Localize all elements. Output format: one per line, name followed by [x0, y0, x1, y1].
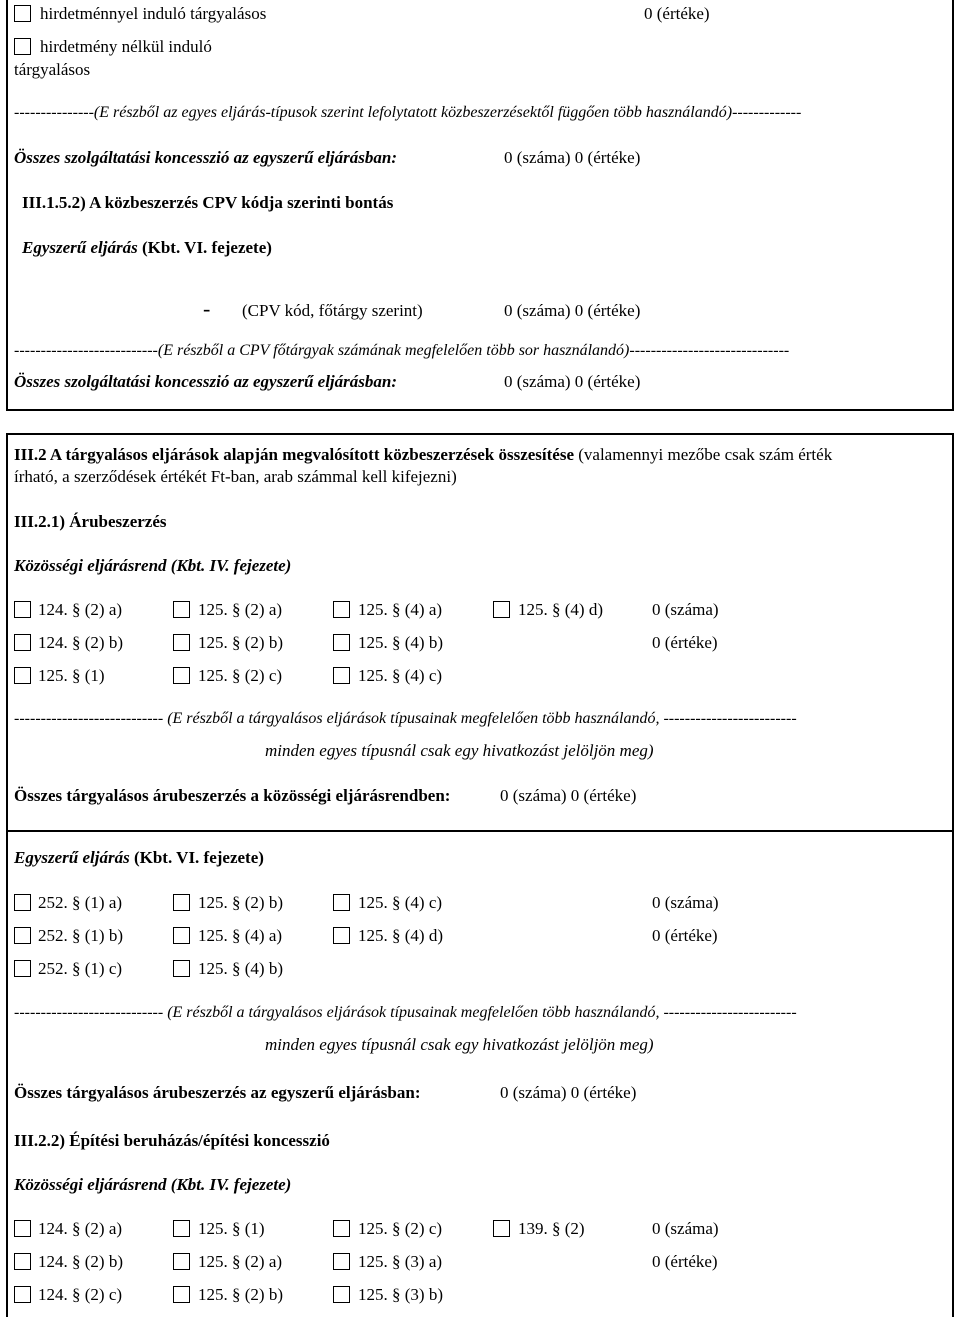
subsection-heading: III.2.2) Építési beruházás/építési koncesszió — [14, 1131, 330, 1150]
option-label: 124. § (2) c) — [38, 1285, 123, 1304]
total-value: 0 (száma) 0 (értéke) — [504, 148, 641, 167]
section-title-bold: III.2 A tárgyalásos eljárások alapján megvalósított közbeszerzések összesítése — [14, 445, 574, 464]
checkbox[interactable] — [14, 634, 31, 651]
option-label: 125. § (3) a) — [358, 1252, 443, 1271]
amount-value: 0 (értéke) — [652, 926, 718, 945]
checkbox[interactable] — [173, 960, 190, 977]
checkbox[interactable] — [333, 894, 350, 911]
checkbox[interactable] — [333, 634, 350, 651]
option-label: 252. § (1) c) — [38, 959, 123, 978]
checkbox[interactable] — [333, 1220, 350, 1237]
procedure-title-rest: (Kbt. VI. fejezete) — [137, 238, 272, 257]
frame-left-top — [6, 0, 8, 410]
option-label: 124. § (2) b) — [38, 633, 123, 652]
option-label: hirdetménnyel induló tárgyalásos — [40, 4, 267, 23]
separator-line: ---------------------------(E részből a CPV főtárgyak számának megfelelően több sor használandó)------------------------------ — [14, 342, 790, 359]
frame-left-section — [6, 433, 8, 1317]
frame-right-top — [952, 0, 954, 410]
separator-line: ---------------------------- (E részből a tárgyalásos eljárások típusainak megfelelően több használandó, ------------------------- — [14, 710, 797, 727]
checkbox-hirdetmennyel[interactable] — [14, 5, 31, 22]
checkbox[interactable] — [333, 1286, 350, 1303]
checkbox[interactable] — [14, 667, 31, 684]
option-label: 125. § (4) a) — [198, 926, 283, 945]
total-label: Összes szolgáltatási koncesszió az egyszerű eljárásban: — [14, 148, 398, 167]
separator-line: ---------------------------- (E részből a tárgyalásos eljárások típusainak megfelelően több használandó, ------------------------- — [14, 1004, 797, 1021]
option-label: 125. § (4) b) — [358, 633, 443, 652]
total-label: Összes tárgyalásos árubeszerzés a közösségi eljárásrendben: — [14, 786, 451, 805]
procedure-title — [22, 238, 272, 258]
section-heading: III.1.5.2) A közbeszerzés CPV kódja szerinti bontás — [22, 193, 394, 212]
cpv-value: 0 (száma) 0 (értéke) — [504, 301, 641, 320]
checkbox[interactable] — [493, 1220, 510, 1237]
checkbox[interactable] — [173, 601, 190, 618]
option-label: 125. § (1) — [38, 666, 105, 685]
checkbox[interactable] — [173, 894, 190, 911]
checkbox[interactable] — [333, 1253, 350, 1270]
frame-top-section — [6, 433, 954, 435]
checkbox[interactable] — [14, 601, 31, 618]
option-label: 125. § (2) a) — [198, 1252, 283, 1271]
option-label: 125. § (4) d) — [518, 600, 603, 619]
separator-line-cont: minden egyes típusnál csak egy hivatkozást jelöljön meg) — [265, 1035, 654, 1054]
section-title — [14, 445, 832, 465]
option-label: 125. § (4) c) — [358, 893, 443, 912]
procedure-title — [14, 848, 264, 868]
count-value: 0 (száma) — [652, 893, 719, 912]
option-label: 125. § (4) a) — [358, 600, 443, 619]
frame-right-section — [952, 433, 954, 1317]
procedure-title-italic: Egyszerű eljárás — [22, 238, 138, 257]
amount-value: 0 (értéke) — [652, 1252, 718, 1271]
checkbox[interactable] — [173, 1253, 190, 1270]
checkbox[interactable] — [173, 1220, 190, 1237]
checkbox[interactable] — [173, 634, 190, 651]
amount-value: 0 (értéke) — [652, 633, 718, 652]
checkbox[interactable] — [493, 601, 510, 618]
checkbox[interactable] — [14, 1286, 31, 1303]
total-label: Összes tárgyalásos árubeszerzés az egyszerű eljárásban: — [14, 1083, 421, 1102]
checkbox[interactable] — [14, 1220, 31, 1237]
option-label: 124. § (2) a) — [38, 1219, 123, 1238]
total-value: 0 (száma) 0 (értéke) — [500, 1083, 637, 1102]
checkbox[interactable] — [333, 667, 350, 684]
checkbox[interactable] — [333, 927, 350, 944]
option-label: 252. § (1) b) — [38, 926, 123, 945]
checkbox[interactable] — [173, 927, 190, 944]
option-label: 125. § (4) d) — [358, 926, 443, 945]
frame-divider — [6, 830, 954, 832]
procedure-regime: Közösségi eljárásrend (Kbt. IV. fejezete) — [14, 1175, 292, 1194]
option-label: 139. § (2) — [518, 1219, 585, 1238]
option-label: 125. § (4) b) — [198, 959, 283, 978]
option-label: 125. § (4) c) — [358, 666, 443, 685]
frame-bottom-top — [6, 409, 954, 411]
option-label: 125. § (2) a) — [198, 600, 283, 619]
count-value: 0 (száma) — [652, 1219, 719, 1238]
checkbox[interactable] — [173, 667, 190, 684]
section-title-rest: (valamennyi mezőbe csak szám érték — [574, 445, 833, 464]
checkbox[interactable] — [14, 1253, 31, 1270]
option-label: 125. § (2) c) — [358, 1219, 443, 1238]
option-label: 125. § (2) b) — [198, 633, 283, 652]
total-label: Összes szolgáltatási koncesszió az egyszerű eljárásban: — [14, 372, 398, 391]
option-label: 124. § (2) b) — [38, 1252, 123, 1271]
option-label: 125. § (2) b) — [198, 1285, 283, 1304]
checkbox[interactable] — [14, 960, 31, 977]
option-label: hirdetmény nélkül induló — [40, 37, 212, 56]
separator-line: ---------------(E részből az egyes eljárás-típusok szerint lefolytatott közbeszerzésektől függően több használandó)------------- — [14, 104, 802, 121]
option-value: 0 (értéke) — [644, 4, 710, 23]
procedure-regime: Közösségi eljárásrend (Kbt. IV. fejezete) — [14, 556, 292, 575]
option-label: 125. § (2) b) — [198, 893, 283, 912]
procedure-title-italic: Egyszerű eljárás — [14, 848, 130, 867]
cpv-label: (CPV kód, főtárgy szerint) — [242, 301, 423, 320]
checkbox[interactable] — [173, 1286, 190, 1303]
subsection-heading: III.2.1) Árubeszerzés — [14, 512, 167, 531]
total-value: 0 (száma) 0 (értéke) — [504, 372, 641, 391]
total-value: 0 (száma) 0 (értéke) — [500, 786, 637, 805]
checkbox[interactable] — [14, 894, 31, 911]
option-label: 125. § (2) c) — [198, 666, 283, 685]
checkbox-hirdetmeny-nelkul[interactable] — [14, 38, 31, 55]
separator-line-cont: minden egyes típusnál csak egy hivatkozást jelöljön meg) — [265, 741, 654, 760]
checkbox[interactable] — [333, 601, 350, 618]
procedure-title-rest: (Kbt. VI. fejezete) — [129, 848, 264, 867]
checkbox[interactable] — [14, 927, 31, 944]
cpv-dash: - — [203, 296, 211, 321]
section-title-cont: írható, a szerződések értékét Ft-ban, arab számmal kell kifejezni) — [14, 467, 457, 486]
count-value: 0 (száma) — [652, 600, 719, 619]
option-label: 124. § (2) a) — [38, 600, 123, 619]
option-label: 125. § (1) — [198, 1219, 265, 1238]
option-label: 125. § (3) b) — [358, 1285, 443, 1304]
option-label-cont: tárgyalásos — [14, 60, 91, 79]
option-label: 252. § (1) a) — [38, 893, 123, 912]
